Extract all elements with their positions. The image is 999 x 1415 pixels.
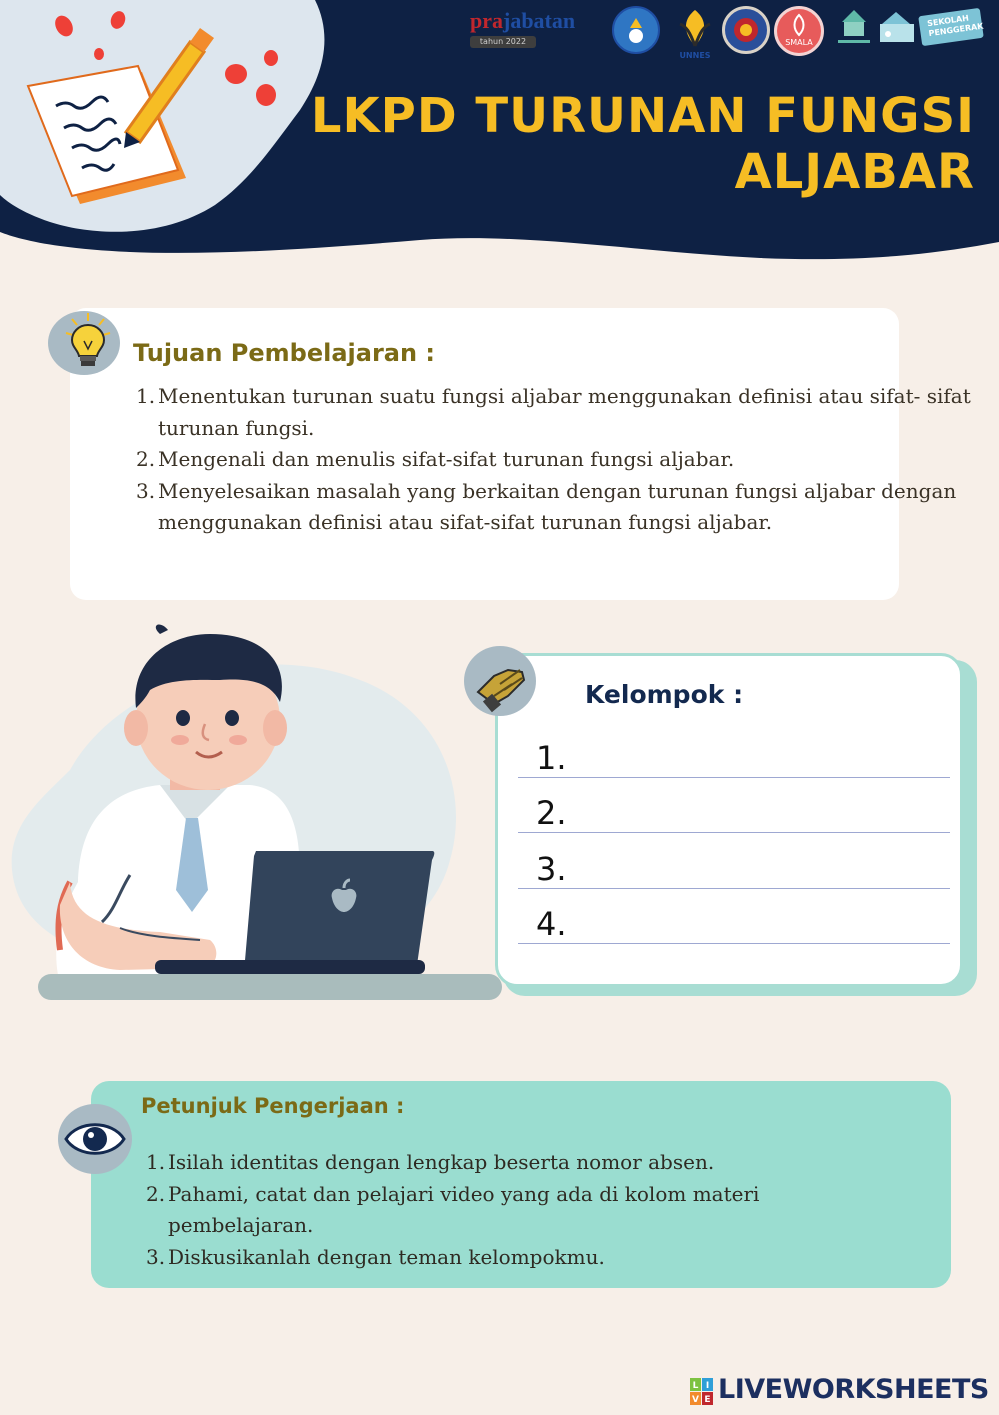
liveworksheets-logo-letter: E: [704, 1395, 711, 1405]
school-crest-logo: [722, 6, 770, 54]
liveworksheets-logo-letter: L: [692, 1381, 699, 1391]
group-heading: Kelompok :: [585, 680, 744, 709]
prajabatan-logo-text-a: pra: [470, 8, 503, 33]
list-item-text: Menyelesaikan masalah yang berkaitan dengan turunan fungsi aljabar dengan menggunakan definisi atau sifat-sifat turunan fungsi aljabar.: [158, 478, 957, 534]
unnes-logo: [672, 6, 718, 60]
group-member-row[interactable]: [518, 784, 950, 833]
group-member-number: 2.: [536, 794, 567, 832]
instructions-heading: Petunjuk Pengerjaan :: [141, 1094, 405, 1118]
learning-objectives-heading: Tujuan Pembelajaran :: [133, 339, 436, 367]
page-title: LKPD TURUNAN FUNGSI ALJABAR: [310, 88, 975, 200]
list-item-number: 2.: [146, 1181, 166, 1206]
eye-icon: [58, 1104, 132, 1174]
prajabatan-logo: [470, 8, 575, 48]
group-member-row[interactable]: [518, 729, 950, 778]
liveworksheets-logo-icon: [690, 1378, 714, 1406]
list-item-number: 1.: [146, 1150, 166, 1174]
list-item-text: Mengenali dan menulis sifat-sifat turunan fungsi aljabar.: [158, 447, 735, 471]
group-member-number: 3.: [536, 850, 567, 888]
list-item-text: Diskusikanlah dengan teman kelompokmu.: [168, 1244, 605, 1269]
smala-logo-text: SMALA: [785, 38, 813, 47]
liveworksheets-logo-text: LIVEWORKSHEETS: [718, 1374, 989, 1405]
list-item: [136, 444, 976, 476]
partner-logos: [466, 2, 986, 58]
list-item-number: 1.: [136, 384, 156, 408]
sekolah-penggerak-badge: SEKOLAH PENGGERAK: [918, 8, 984, 46]
instructions-list: [146, 1147, 866, 1273]
liveworksheets-logo-letter: V: [692, 1395, 699, 1405]
sekolah-kami-logo: [836, 6, 872, 50]
list-item: [146, 1179, 866, 1242]
list-item: [136, 381, 976, 444]
lightbulb-icon: [48, 311, 120, 375]
list-item: [146, 1147, 866, 1179]
list-item-number: 3.: [146, 1244, 166, 1269]
list-item-number: 2.: [136, 447, 156, 471]
group-member-number: 1.: [536, 739, 567, 777]
learning-objectives-list: [136, 381, 976, 539]
list-item-text: Isilah identitas dengan lengkap beserta nomor absen.: [168, 1150, 715, 1174]
liveworksheets-logo-letter: I: [705, 1381, 710, 1391]
group-member-number: 4.: [536, 905, 567, 943]
unnes-logo-text: UNNES: [679, 51, 711, 60]
list-item: [136, 476, 976, 539]
list-item-number: 3.: [136, 478, 156, 503]
student-laptop-illustration: [0, 620, 520, 1010]
prajabatan-logo-year: tahun 2022: [470, 36, 536, 48]
group-member-row[interactable]: [518, 840, 950, 889]
list-item-text: Menentukan turunan suatu fungsi aljabar menggunakan definisi atau sifat- sifat turunan fungsi.: [158, 384, 971, 440]
group-member-row[interactable]: [518, 895, 950, 944]
list-item: [146, 1242, 866, 1274]
smala-logo: [774, 6, 824, 56]
sekolah-penggerak-logo: [878, 6, 916, 46]
prajabatan-logo-text-b: jabatan: [503, 8, 576, 33]
handshake-icon: [464, 646, 536, 716]
list-item-text: Pahami, catat dan pelajari video yang ada di kolom materi pembelajaran.: [168, 1181, 760, 1237]
tut-wuri-logo: [612, 6, 660, 54]
liveworksheets-logo[interactable]: [690, 1374, 990, 1408]
